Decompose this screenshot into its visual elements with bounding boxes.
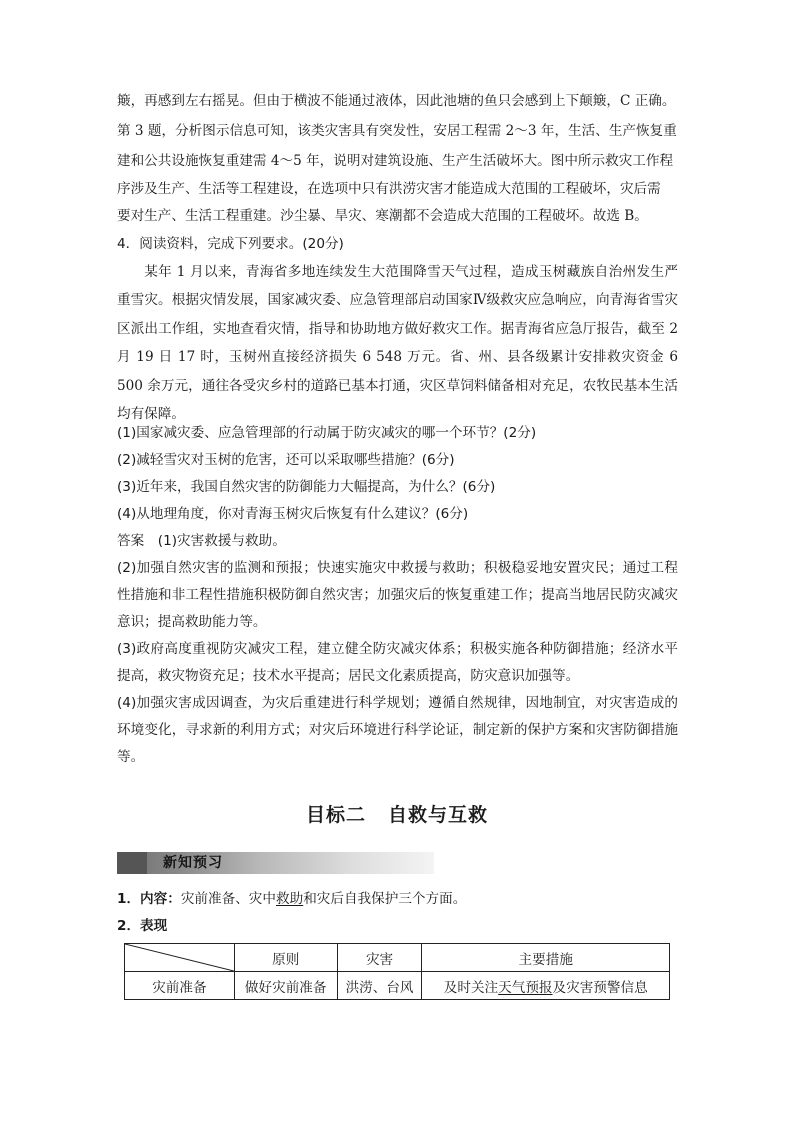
content-item-1-prefix: 1．内容： (117, 891, 181, 907)
explanation-line-5: 要对生产、生活工程重建。沙尘暴、旱灾、寒潮都不会造成大范围的工程破坏。故选 B。 (117, 208, 648, 224)
table-diagonal-line (125, 944, 234, 971)
question-4-heading: 4．阅读资料，完成下列要求。(20分) (117, 236, 344, 252)
content-item-1-underlined: 救助 (276, 891, 304, 907)
measures-table (124, 943, 670, 1000)
table-cell-principle: 做好灾前准备 (234, 972, 337, 1000)
content-item-1-text-b: 和灾后自我保护三个方面。 (303, 891, 467, 907)
measure-underlined-forecast: 天气预报 (498, 979, 553, 996)
question-4-sub-4: (4)从地理角度，你对青海玉树灾后恢复有什么建议？(6分) (117, 506, 469, 522)
explanation-line-1: 簸，再感到左右摇晃。但由于横波不能通过液体，因此池塘的鱼只会感到上下颠簸，C 正确。 (117, 93, 676, 109)
table-cell-hazard: 洪涝、台风 (337, 972, 422, 1000)
question-4-sub-1: (1)国家减灾委、应急管理部的行动属于防灾减灾的哪一个环节？(2分) (117, 425, 537, 441)
section-title-text: 自救与互救 (388, 804, 489, 826)
content-item-1 (117, 886, 678, 913)
content-item-2: 2．表现 (117, 918, 168, 934)
table-cell-measures (422, 972, 670, 1000)
banner-bar (117, 852, 147, 874)
answer-4: (4)加强灾害成因调查，为灾后重建进行科学规划；遵循自然规律，因地制宜，对灾害造成的环境变化，寻求新的利用方式；对灾后环境进行科学论证，制定新的保护方案和灾害防御措施等。 (117, 695, 678, 765)
section-banner (117, 852, 434, 874)
explanation-line-2: 第 3 题，分析图示信息可知，该类灾害具有突发性，安居工程需 2～3 年，生活、生产恢复重 (117, 123, 677, 139)
question-4-sub-2: (2)减轻雪灾对玉树的危害，还可以采取哪些措施？(6分) (117, 452, 455, 468)
table-row (125, 972, 670, 1000)
table-header-principle: 原则 (234, 944, 337, 972)
content-item-1-text-a: 灾前准备、灾中 (180, 891, 276, 907)
explanation-line-4: 序涉及生产、生活等工程建设，在选项中只有洪涝灾害才能造成大范围的工程破坏，灾后需 (117, 181, 661, 197)
table-header-hazard: 灾害 (337, 944, 422, 972)
section-title (0, 800, 794, 827)
answer-1: 答案 (1)灾害救援与救助。 (117, 533, 286, 549)
question-4-sub-3: (3)近年来，我国自然灾害的防御能力大幅提高，为什么？(6分) (117, 479, 496, 495)
answer-3: (3)政府高度重视防灾减灾工程，建立健全防灾减灾体系；积极实施各种防御措施；经济水平提高，救灾物资充足；技术水平提高；居民文化素质提高，防灾意识加强等。 (117, 641, 678, 684)
table-header-measures: 主要措施 (422, 944, 670, 972)
explanation-line-3: 建和公共设施恢复重建需 4～5 年，说明对建筑设施、生产生活破坏大。图中所示救灾工作程 (117, 153, 674, 169)
section-title-number: 目标二 (305, 804, 366, 826)
table-corner-cell (125, 944, 235, 972)
answer-2: (2)加强自然灾害的监测和预报；快速实施灾中救援与救助；积极稳妥地安置灾民；通过工程性措施和非工程性措施积极防御自然灾害；加强灾后的恢复重建工作；提高当地居民防灾减灾意识；提高救助能力等。 (117, 560, 678, 630)
table-row-label: 灾前准备 (125, 972, 235, 1000)
banner-label: 新知预习 (163, 855, 223, 871)
measure-text-a: 及时关注 (443, 979, 499, 996)
table-header-row (125, 944, 670, 972)
question-4-material: 某年 1 月以来，青海省多地连续发生大范围降雪天气过程，造成玉树藏族自治州发生严重雪灾。根据灾情发展，国家减灾委、应急管理部启动国家Ⅳ级救灾应急响应，向青海省雪灾区派出工作组，实地查看灾情，指导和协助地方做好救灾工作。据青海省应急厅报告，截至 2 月 19 日 17 时，玉树州直接经济损失 6 548 万元。省、州、县各级累计安排救灾资金 6 500 余万元，通往各受灾乡村的道路已基本打通，灾区草饲料储备相对充足，农牧民基本生活均有保障。 (117, 264, 678, 423)
measure-text-b: 及灾害预警信息 (552, 979, 648, 996)
